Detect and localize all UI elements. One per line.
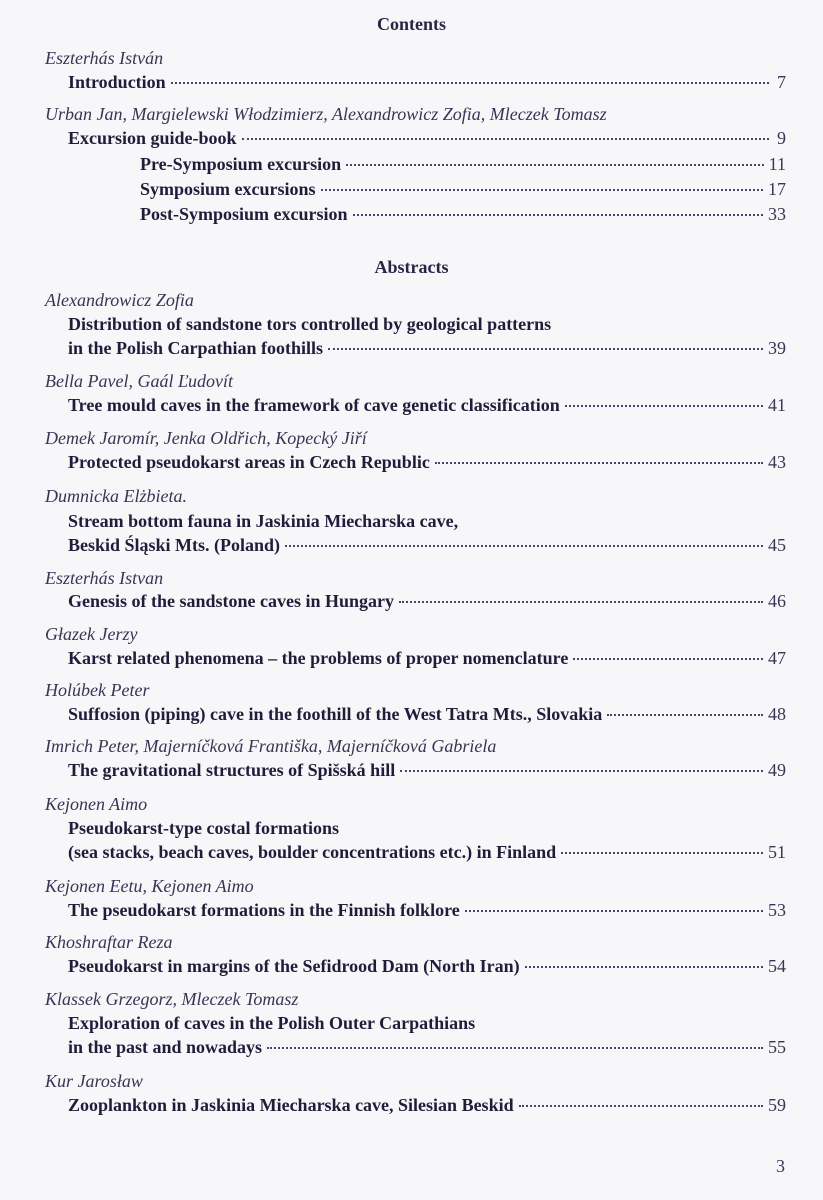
entry-title: (sea stacks, beach caves, boulder concentrations etc.) in Finland [68, 842, 557, 862]
entry-page: 54 [768, 956, 786, 976]
entry-page: 53 [768, 900, 786, 920]
abstracts-heading: Abstracts [374, 257, 449, 277]
toc-entry-karst-nomenclature[interactable] [68, 648, 786, 672]
toc-entry-gravitational-structures[interactable] [68, 760, 786, 784]
entry-title: in the Polish Carpathian foothills [68, 338, 324, 358]
toc-entry-suffosion-cave[interactable] [68, 704, 786, 728]
entry-title: Beskid Śląski Mts. (Poland) [68, 535, 281, 555]
toc-entry-introduction[interactable] [68, 72, 786, 96]
dot-leader [435, 462, 763, 464]
entry-page: 43 [768, 452, 786, 472]
entry-page: 48 [768, 704, 786, 724]
dot-leader [565, 405, 763, 407]
dot-leader [465, 910, 763, 912]
dot-leader [519, 1105, 763, 1107]
dot-leader [561, 852, 763, 854]
toc-entry-guide-book[interactable] [68, 128, 786, 152]
entry-page: 55 [768, 1037, 786, 1057]
dot-leader [400, 770, 763, 772]
entry-author: Holúbek Peter [45, 680, 150, 700]
entry-title-line: Pseudokarst-type costal formations [68, 818, 339, 838]
entry-title: Tree mould caves in the framework of cave genetic classification [68, 395, 560, 415]
toc-entry-post-symposium[interactable] [140, 204, 786, 228]
entry-title: Karst related phenomena – the problems of proper nomenclature [68, 648, 569, 668]
entry-title: Introduction [68, 72, 166, 92]
entry-author: Eszterhás Istvan [45, 568, 164, 588]
entry-author: Kejonen Eetu, Kejonen Aimo [45, 876, 254, 896]
entry-title: Genesis of the sandstone caves in Hungary [68, 591, 395, 611]
toc-entry-sandstone-tors[interactable] [68, 338, 786, 362]
toc-entry-pre-symposium[interactable] [140, 154, 786, 178]
toc-entry-finnish-folklore[interactable] [68, 900, 786, 924]
contents-heading: Contents [376, 14, 446, 34]
toc-entry-tree-mould-caves[interactable] [68, 395, 786, 419]
dot-leader [346, 164, 763, 166]
dot-leader [328, 348, 763, 350]
toc-entry-sefidrood-dam[interactable] [68, 956, 786, 980]
entry-author: Khoshraftar Reza [45, 932, 173, 952]
entry-author: Głazek Jerzy [45, 624, 138, 644]
entry-author: Kejonen Aimo [45, 794, 148, 814]
entry-author: Urban Jan, Margielewski Włodzimierz, Alexandrowicz Zofia, Mleczek Tomasz [45, 104, 607, 124]
entry-title-line: Stream bottom fauna in Jaskinia Miecharska cave, [68, 511, 459, 531]
toc-entry-zooplankton[interactable] [68, 1095, 786, 1119]
entry-page: 49 [768, 760, 786, 780]
entry-page: 59 [768, 1095, 786, 1115]
entry-title: in the past and nowadays [68, 1037, 263, 1057]
entry-page: 47 [768, 648, 786, 668]
entry-author: Klassek Grzegorz, Mleczek Tomasz [45, 989, 299, 1009]
entry-title: Protected pseudokarst areas in Czech Republic [68, 452, 430, 472]
entry-title: The pseudokarst formations in the Finnish folklore [68, 900, 460, 920]
entry-title-line: Exploration of caves in the Polish Outer Carpathians [68, 1013, 476, 1033]
toc-entry-sandstone-caves-hungary[interactable] [68, 591, 786, 615]
dot-leader [321, 189, 763, 191]
entry-page: 45 [768, 535, 786, 555]
entry-page: 11 [768, 154, 786, 174]
toc-entry-stream-fauna[interactable] [68, 535, 786, 559]
entry-author: Imrich Peter, Majerníčková Františka, Majerníčková Gabriela [45, 736, 497, 756]
dot-leader [242, 138, 769, 140]
entry-author: Alexandrowicz Zofia [45, 290, 194, 310]
entry-page: 41 [768, 395, 786, 415]
toc-entry-protected-areas[interactable] [68, 452, 786, 476]
dot-leader [607, 714, 763, 716]
toc-entry-costal-formations[interactable] [68, 842, 786, 866]
entry-title: Excursion guide-book [68, 128, 237, 148]
entry-page: 46 [768, 591, 786, 611]
toc-entry-symposium[interactable] [140, 179, 786, 203]
entry-title: Pre-Symposium excursion [140, 154, 342, 174]
entry-title: Symposium excursions [140, 179, 316, 199]
entry-title: Zooplankton in Jaskinia Miecharska cave, Silesian Beskid [68, 1095, 514, 1115]
entry-page: 17 [768, 179, 786, 199]
dot-leader [353, 214, 763, 216]
toc-entry-outer-carpathians[interactable] [68, 1037, 786, 1061]
dot-leader [573, 658, 763, 660]
entry-author: Bella Pavel, Gaál Ľudovít [45, 371, 233, 391]
dot-leader [171, 82, 769, 84]
entry-page: 9 [777, 128, 786, 148]
dot-leader [525, 966, 763, 968]
entry-author: Kur Jarosław [45, 1071, 143, 1091]
dot-leader [267, 1047, 763, 1049]
entry-page: 51 [768, 842, 786, 862]
entry-page: 33 [768, 204, 786, 224]
entry-title-line: Distribution of sandstone tors controlled by geological patterns [68, 314, 552, 334]
dot-leader [285, 545, 763, 547]
page-number: 3 [776, 1156, 785, 1176]
entry-title: Suffosion (piping) cave in the foothill of the West Tatra Mts., Slovakia [68, 704, 603, 724]
entry-page: 7 [777, 72, 786, 92]
entry-title: The gravitational structures of Spišská hill [68, 760, 396, 780]
entry-author: Eszterhás István [45, 48, 164, 68]
entry-page: 39 [768, 338, 786, 358]
entry-author: Demek Jaromír, Jenka Oldřich, Kopecký Jiří [45, 428, 367, 448]
entry-title: Pseudokarst in margins of the Sefidrood Dam (North Iran) [68, 956, 520, 976]
entry-title: Post-Symposium excursion [140, 204, 348, 224]
dot-leader [399, 601, 763, 603]
entry-author: Dumnicka Elżbieta. [45, 486, 187, 506]
